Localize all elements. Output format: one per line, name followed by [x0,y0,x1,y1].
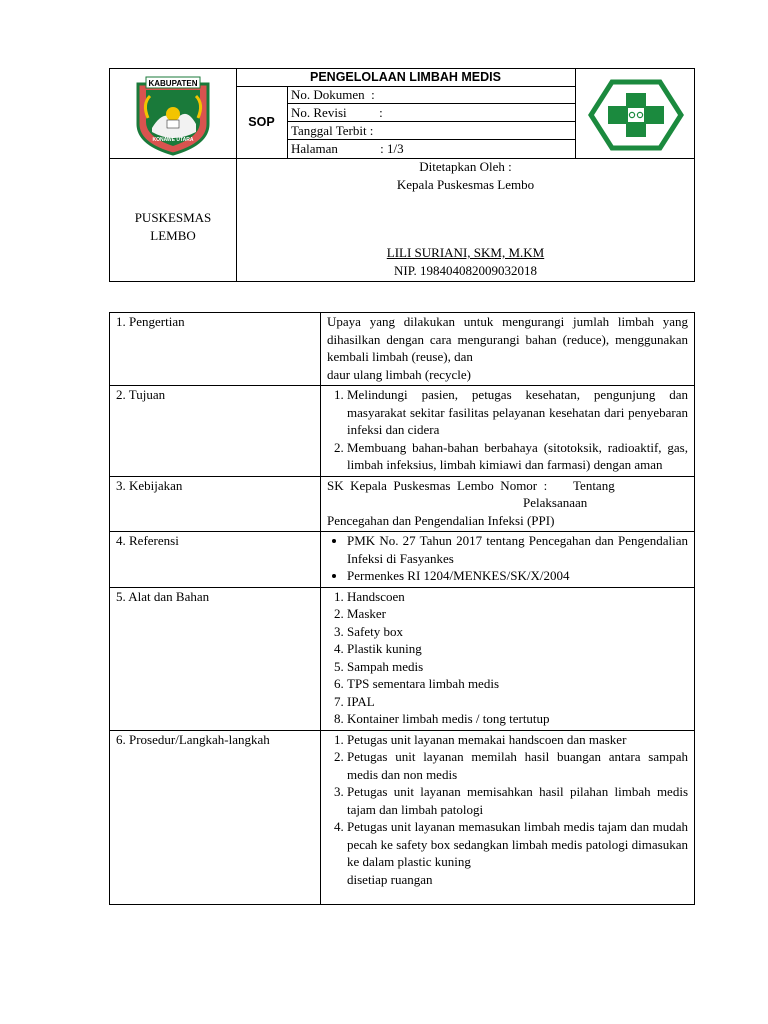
list-item: 7. IPAL [347,693,688,711]
kebijakan-line-2: Pelaksanaan [523,495,588,510]
header-divider [287,86,288,158]
row-label: 2. Tujuan [110,386,321,477]
table-row [110,730,695,904]
puskesmas-cross-logo [588,79,684,151]
table-row [110,532,695,588]
logo-sub-label: KONAWE UTARA [152,137,194,143]
list-item: 1. Melindungi pasien, petugas kesehatan, pengunjung dan masyarakat sekitar fasilitas pelayanan kesehatan dari penyebaran infeksi dan cidera [347,386,688,439]
row-label: 3. Kebijakan [110,476,321,532]
table-row [110,476,695,532]
puskesmas-name [110,209,236,245]
signatory [237,244,694,280]
list-item: 8. Kontainer limbah medis / tong tertutup [347,710,688,728]
prosedur-tail: disetiap ruangan [347,871,433,887]
no-dokumen: No. Dokumen : [291,87,375,102]
halaman: Halaman : 1/3 [291,141,404,156]
row-content [321,532,695,588]
alat-list [327,588,688,728]
row-content [321,386,695,477]
row-label: 6. Prosedur/Langkah-langkah [110,730,321,904]
row-content [321,730,695,904]
tanggal-terbit: Tanggal Terbit : [291,123,374,138]
list-item: 6. TPS sementara limbah medis [347,675,688,693]
row-content [321,587,695,730]
no-revisi: No. Revisi : [291,105,383,120]
list-item: 2. Membuang bahan-bahan berbahaya (sitotoksik, radioaktif, gas, limbah infeksius, limbah kimiawi dan farmasi) dengan aman [347,439,688,474]
list-item: 4. Plastik kuning [347,640,688,658]
document-header [109,68,695,282]
list-item: 1. Petugas unit layanan memakai handscoen dan masker [347,731,688,749]
table-row [110,587,695,730]
kepala-puskesmas: Kepala Puskesmas Lembo [396,177,535,192]
signatory-name: LILI SURIANI, SKM, M.KM [386,245,545,260]
puskesmas-label: PUSKESMAS [134,210,212,225]
referensi-list [327,532,688,585]
document-title: PENGELOLAAN LIMBAH MEDIS [310,70,501,84]
signatory-nip: NIP. 198404082009032018 [393,263,537,278]
list-item: • PMK No. 27 Tahun 2017 tentang Pencegahan dan Pengendalian Infeksi di Fasyankes [347,532,688,567]
sop-label: SOP [248,115,275,129]
list-item: • Permenkes RI 1204/MENKES/SK/X/2004 [347,567,688,585]
list-item: 2. Petugas unit layanan memilah hasil buangan antara sampah medis dan non medis [347,748,688,783]
sop-content-table [109,312,695,905]
tujuan-list [327,386,688,474]
approval-block [237,158,694,194]
kabupaten-logo [134,74,212,156]
row-label: 5. Alat dan Bahan [110,587,321,730]
logo-label: KABUPATEN [148,79,198,88]
row-content [321,476,695,532]
list-item: 1. Handscoen [347,588,688,606]
row-label: 4. Referensi [110,532,321,588]
prosedur-list [327,731,688,871]
ditetapkan-oleh: Ditetapkan Oleh : [419,159,512,174]
list-item: 5. Sampah medis [347,658,688,676]
lembo-label: LEMBO [150,228,196,243]
pengertian-text: Upaya yang dilakukan untuk mengurangi jumlah limbah yang dihasilkan dengan cara mengurangi bahan (reduce), menggunakan kembali limbah (reuse), dan [327,314,688,364]
list-item: 4. Petugas unit layanan memasukan limbah medis tajam dan mudah pecah ke safety box sedangkan limbah medis patologi dimasukan ke dalam plastic kuning [347,818,688,871]
list-item: 3. Petugas unit layanan memisahkan hasil pilahan limbah medis tajam dan limbah patologi [347,783,688,818]
list-item: 2. Masker [347,605,688,623]
kebijakan-line-1: SK Kepala Puskesmas Lembo Nomor : Tentang [327,477,615,493]
list-item: 3. Safety box [347,623,688,641]
table-row [110,386,695,477]
header-divider [575,69,576,158]
table-row [110,313,695,386]
pengertian-text-2: daur ulang limbah (recycle) [327,366,472,382]
kebijakan-line-3: Pencegahan dan Pengendalian Infeksi (PPI) [327,512,555,528]
row-label: 1. Pengertian [110,313,321,386]
row-content [321,313,695,386]
